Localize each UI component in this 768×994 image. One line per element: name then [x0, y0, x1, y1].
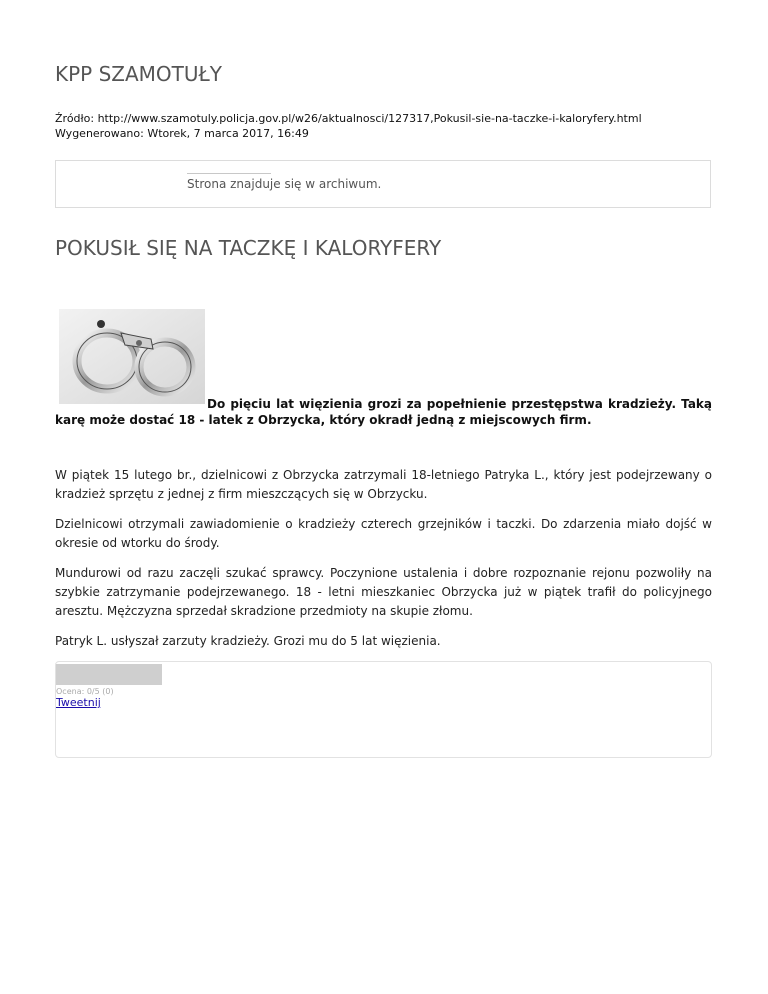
archive-notice-box [55, 160, 711, 208]
rating-text: Ocena: 0/5 (0) [56, 687, 114, 696]
tweet-link[interactable]: Tweetnij [56, 696, 101, 709]
source-url: Źródło: http://www.szamotuly.policja.gov.pl/w26/aktualnosci/127317,Pokusil-sie-na-taczke-i-kaloryfery.html [55, 112, 642, 125]
article-paragraph: Dzielnicowi otrzymali zawiadomienie o kradzieży czterech grzejników i taczki. Do zdarzenia miało dojść w okresie od wtorku do środy. [55, 517, 712, 550]
rating-stars-icon[interactable] [56, 664, 162, 685]
article-lead: Do pięciu lat więzienia grozi za popełnienie przestępstwa kradzieży. Taką karę może dostać 18 - latek z Obrzycka, który okradł jedną z miejscowych firm. [55, 397, 712, 427]
handcuffs-photo [59, 309, 205, 404]
article-paragraph: Mundurowi od razu zaczęli szukać sprawcy. Poczynione ustalenia i dobre rozpoznanie rejonu pozwoliły na szybkie zatrzymanie podejrzewanego. 18 - letni mieszkaniec Obrzycka już w piątek trafił do policyjnego aresztu. Mężczyzna sprzedał skradzione przedmioty na skupie złomu. [55, 566, 712, 618]
article-paragraph: W piątek 15 lutego br., dzielnicowi z Obrzycka zatrzymali 18-letniego Patryka L., który jest podejrzewany o kradzież sprzętu z jednej z firm mieszczących się w Obrzycku. [55, 468, 712, 501]
archive-divider [187, 173, 271, 174]
article-body [55, 466, 712, 662]
rating-box [55, 661, 712, 758]
archive-notice: Strona znajduje się w archiwum. [187, 177, 382, 191]
article-paragraph: Patryk L. usłyszał zarzuty kradzieży. Grozi mu do 5 lat więzienia. [55, 634, 441, 648]
generated-date: Wygenerowano: Wtorek, 7 marca 2017, 16:49 [55, 127, 309, 140]
article-title: POKUSIŁ SIĘ NA TACZKĘ I KALORYFERY [55, 236, 442, 260]
document-meta [55, 111, 642, 141]
site-title: KPP SZAMOTUŁY [55, 62, 222, 86]
